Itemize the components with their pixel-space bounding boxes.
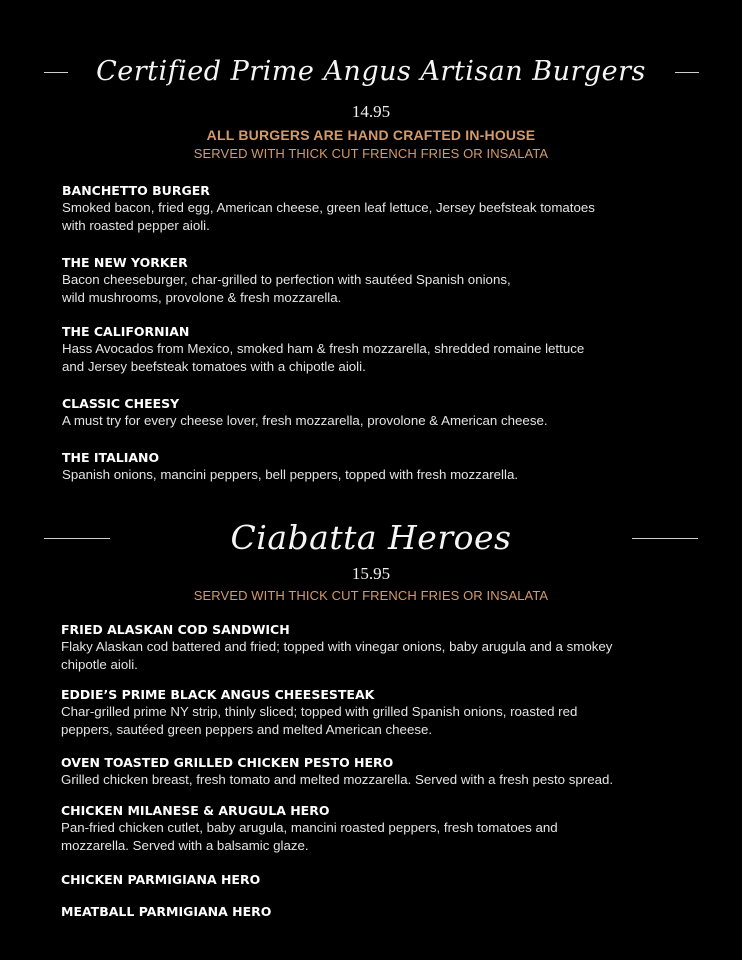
menu-item	[62, 182, 682, 234]
menu-item	[61, 754, 681, 789]
menu-item	[61, 621, 681, 673]
title-divider-right	[632, 538, 698, 539]
title-divider-right	[675, 72, 699, 73]
item-name: FRIED ALASKAN COD SANDWICH	[61, 622, 290, 637]
item-description: Flaky Alaskan cod battered and fried; topped with vinegar onions, baby arugula and a smokey chipotle aioli.	[61, 639, 613, 672]
item-name: EDDIE’S PRIME BLACK ANGUS CHEESESTEAK	[61, 687, 375, 702]
item-description: A must try for every cheese lover, fresh mozzarella, provolone & American cheese.	[62, 413, 548, 428]
burgers-tagline: ALL BURGERS ARE HAND CRAFTED IN-HOUSE	[206, 127, 536, 143]
item-description: Grilled chicken breast, fresh tomato and melted mozzarella. Served with a fresh pesto spread.	[61, 772, 614, 787]
item-name: OVEN TOASTED GRILLED CHICKEN PESTO HERO	[61, 755, 394, 770]
heroes-section	[0, 516, 742, 603]
menu-item	[61, 686, 681, 738]
item-description: Bacon cheeseburger, char-grilled to perfection with sautéed Spanish onions, wild mushrooms, provolone & fresh mozzarella.	[62, 272, 511, 305]
menu-item	[62, 449, 682, 484]
item-description: Spanish onions, mancini peppers, bell peppers, topped with fresh mozzarella.	[62, 467, 519, 482]
item-name: CHICKEN PARMIGIANA HERO	[61, 872, 261, 887]
menu-item	[62, 254, 682, 306]
heroes-title-row	[0, 516, 742, 564]
menu-item	[61, 802, 681, 854]
item-name: MEATBALL PARMIGIANA HERO	[61, 904, 272, 919]
item-name: THE ITALIANO	[62, 450, 160, 465]
menu-item	[62, 395, 682, 430]
item-name: THE NEW YORKER	[62, 255, 188, 270]
item-name: CLASSIC CHEESY	[62, 396, 180, 411]
menu-item	[61, 871, 681, 888]
menu-item	[61, 903, 681, 920]
item-name: CHICKEN MILANESE & ARUGULA HERO	[61, 803, 330, 818]
item-description: Pan-fried chicken cutlet, baby arugula, mancini roasted peppers, fresh tomatoes and mozzarella. Served with a balsamic glaze.	[61, 820, 558, 853]
burgers-served-with: SERVED WITH THICK CUT FRENCH FRIES OR INSALATA	[193, 146, 549, 161]
item-description: Smoked bacon, fried egg, American cheese, green leaf lettuce, Jersey beefsteak tomatoes with roasted pepper aioli.	[62, 200, 595, 233]
item-name: THE CALIFORNIAN	[62, 324, 190, 339]
burgers-price: 14.95	[351, 102, 391, 121]
burgers-section	[0, 48, 742, 161]
burgers-title: Certified Prime Angus Artisan Burgers	[96, 56, 646, 87]
item-description: Hass Avocados from Mexico, smoked ham & fresh mozzarella, shredded romaine lettuce and Jersey beefsteak tomatoes with a chipotle aioli.	[62, 341, 585, 374]
item-name: BANCHETTO BURGER	[62, 183, 210, 198]
heroes-title: Ciabatta Heroes	[230, 518, 512, 557]
heroes-price: 15.95	[351, 564, 391, 583]
heroes-served-with: SERVED WITH THICK CUT FRENCH FRIES OR INSALATA	[193, 588, 549, 603]
menu-item	[62, 323, 682, 375]
item-description: Char-grilled prime NY strip, thinly sliced; topped with grilled Spanish onions, roasted red peppers, sautéed green peppers and melted American cheese.	[61, 704, 578, 737]
burgers-title-row	[0, 48, 742, 100]
